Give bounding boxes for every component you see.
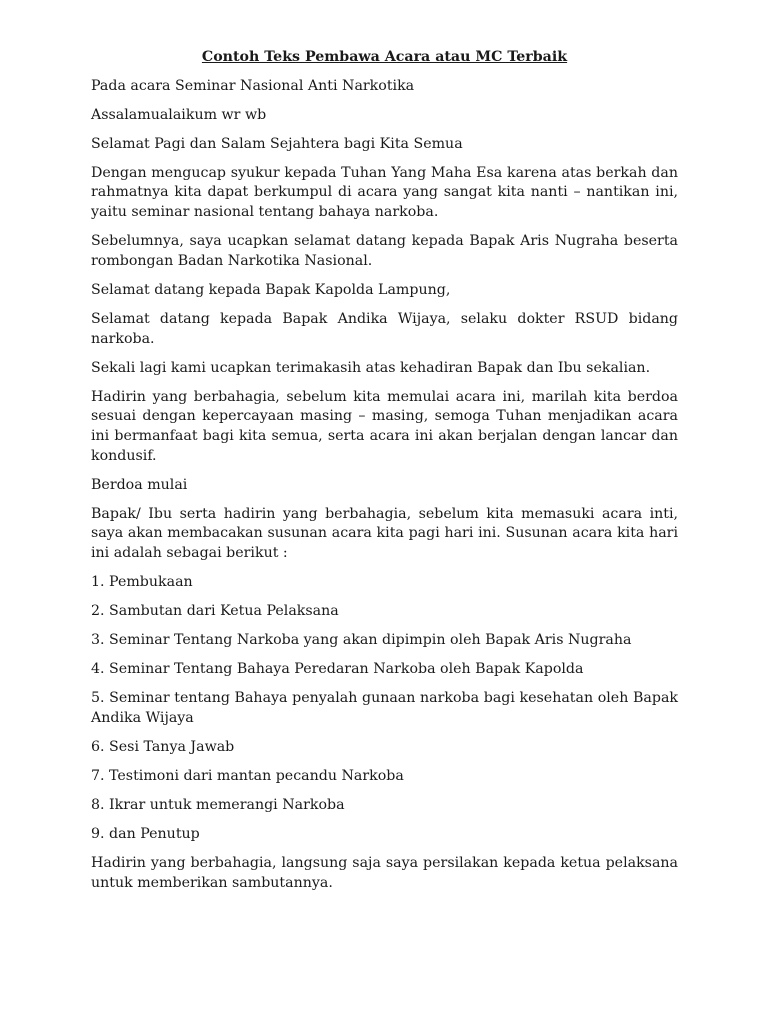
agenda-item: 4. Seminar Tentang Bahaya Peredaran Narkoba oleh Bapak Kapolda xyxy=(91,661,584,678)
agenda-item: 1. Pembukaan xyxy=(91,573,193,590)
paragraph-opening: Dengan mengucap syukur kepada Tuhan Yang Maha Esa karena atas berkah dan rahmatnya kita dapat berkumpul di acara yang sangat kita nanti – nantikan ini, yaitu seminar nasional tentang bahaya narkoba. xyxy=(91,164,678,221)
paragraph-salutation: Selamat Pagi dan Salam Sejahtera bagi Kita Semua xyxy=(91,135,463,152)
document-page xyxy=(91,48,678,903)
paragraph-event-name: Pada acara Seminar Nasional Anti Narkotika xyxy=(91,77,415,94)
agenda-item: 5. Seminar tentang Bahaya penyalah gunaan narkoba bagi kesehatan oleh Bapak Andika Wijaya xyxy=(91,690,678,726)
paragraph-prayer-invite: Hadirin yang berbahagia, sebelum kita memulai acara ini, marilah kita berdoa sesuai dengan kepercayaan masing – masing, semoga Tuhan menjadikan acara ini bermanfaat bagi kita semua, serta acara ini akan berjalan dengan lancar dan kondusif. xyxy=(91,388,678,464)
agenda-item: 9. dan Penutup xyxy=(91,826,200,843)
agenda-item: 6. Sesi Tanya Jawab xyxy=(91,739,235,756)
paragraph-greeting: Assalamualaikum wr wb xyxy=(91,106,267,123)
agenda-item: 3. Seminar Tentang Narkoba yang akan dipimpin oleh Bapak Aris Nugraha xyxy=(91,632,632,649)
paragraph-welcome-doctor: Selamat datang kepada Bapak Andika Wijaya, selaku dokter RSUD bidang narkoba. xyxy=(91,310,678,347)
paragraph-agenda-intro: Bapak/ Ibu serta hadirin yang berbahagia, sebelum kita memasuki acara inti, saya akan membacakan susunan acara kita pagi hari ini. Susunan acara kita hari ini adalah sebagai berikut : xyxy=(91,505,678,561)
paragraph-welcome-kapolda: Selamat datang kepada Bapak Kapolda Lampung, xyxy=(91,281,451,298)
paragraph-thanks: Sekali lagi kami ucapkan terimakasih atas kehadiran Bapak dan Ibu sekalian. xyxy=(91,359,651,376)
paragraph-welcome-bnn: Sebelumnya, saya ucapkan selamat datang kepada Bapak Aris Nugraha beserta rombongan Badan Narkotika Nasional. xyxy=(91,233,678,269)
agenda-item: 8. Ikrar untuk memerangi Narkoba xyxy=(91,797,345,814)
document-title: Contoh Teks Pembawa Acara atau MC Terbaik xyxy=(201,49,568,65)
paragraph-prayer-start: Berdoa mulai xyxy=(91,476,188,493)
paragraph-closing: Hadirin yang berbahagia, langsung saja saya persilakan kepada ketua pelaksana untuk memberikan sambutannya. xyxy=(91,855,678,891)
agenda-item: 2. Sambutan dari Ketua Pelaksana xyxy=(91,603,339,620)
agenda-item: 7. Testimoni dari mantan pecandu Narkoba xyxy=(91,768,404,785)
